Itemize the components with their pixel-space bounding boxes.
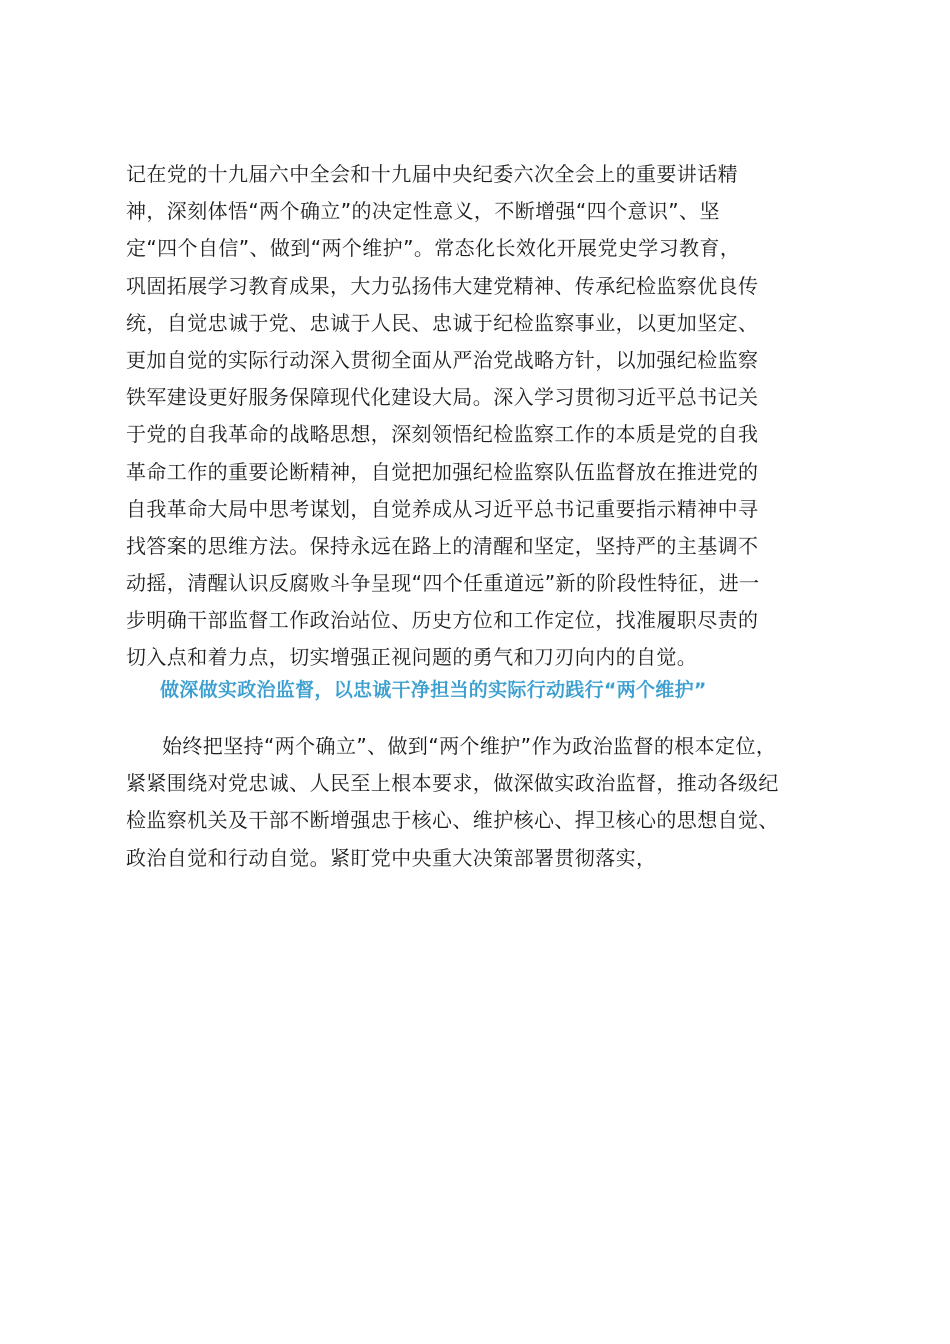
section-heading: 做深做实政治监督，以忠诚干净担当的实际行动践行“两个维护” bbox=[160, 679, 707, 701]
paragraph-line: 统，自觉忠诚于党、忠诚于人民、忠诚于纪检监察事业，以更加坚定、 bbox=[126, 310, 759, 335]
paragraph-line: 铁军建设更好服务保障现代化建设大局。深入学习贯彻习近平总书记关 bbox=[126, 385, 759, 410]
paragraph-line: 切入点和着力点，切实增强正视问题的勇气和刀刃向内的自觉。 bbox=[126, 645, 698, 670]
paragraph-line: 于党的自我革命的战略思想，深刻领悟纪检监察工作的本质是党的自我 bbox=[126, 422, 759, 447]
paragraph-line: 自我革命大局中思考谋划，自觉养成从习近平总书记重要指示精神中寻 bbox=[126, 496, 759, 521]
paragraph-line: 更加自觉的实际行动深入贯彻全面从严治党战略方针，以加强纪检监察 bbox=[126, 347, 759, 372]
paragraph-line: 检监察机关及干部不断增强忠于核心、维护核心、捍卫核心的思想自觉、 bbox=[126, 808, 779, 833]
paragraph-line: 动摇，清醒认识反腐败斗争呈现“四个任重道远”新的阶段性特征，进一 bbox=[126, 571, 760, 596]
body-paragraph-2 bbox=[126, 728, 846, 877]
paragraph-line: 步明确干部监督工作政治站位、历史方位和工作定位，找准履职尽责的 bbox=[126, 608, 759, 633]
paragraph-line: 始终把坚持“两个确立”、做到“两个维护”作为政治监督的根本定位， bbox=[162, 734, 777, 758]
paragraph-line: 神，深刻体悟“两个确立”的决定性意义，不断增强“四个意识”、坚 bbox=[126, 199, 720, 224]
paragraph-line: 紧紧围绕对党忠诚、人民至上根本要求，做深做实政治监督，推动各级纪 bbox=[126, 771, 779, 796]
paragraph-line: 革命工作的重要论断精神，自觉把加强纪检监察队伍监督放在推进党的 bbox=[126, 459, 759, 484]
body-paragraph-1 bbox=[126, 156, 846, 677]
paragraph-line: 找答案的思维方法。保持永远在路上的清醒和坚定，坚持严的主基调不 bbox=[126, 533, 759, 558]
paragraph-line: 政治自觉和行动自觉。紧盯党中央重大决策部署贯彻落实， bbox=[126, 845, 657, 870]
paragraph-line: 定“四个自信”、做到“两个维护”。常态化长效化开展党史学习教育， bbox=[126, 236, 741, 261]
paragraph-line: 记在党的十九届六中全会和十九届中央纪委六次全会上的重要讲话精 bbox=[126, 162, 738, 186]
paragraph-line: 巩固拓展学习教育成果，大力弘扬伟大建党精神、传承纪检监察优良传 bbox=[126, 273, 759, 298]
